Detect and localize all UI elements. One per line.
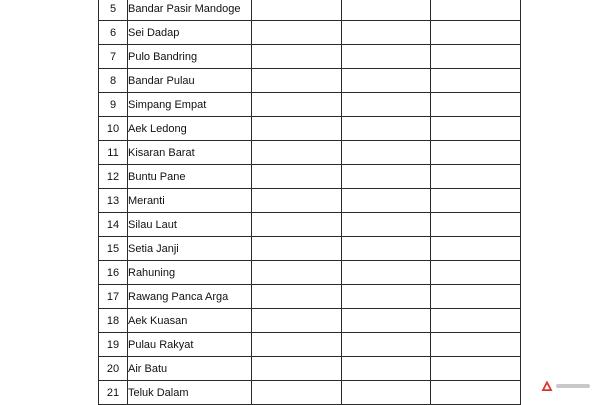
table-row xyxy=(99,69,521,93)
empty-cell xyxy=(431,117,521,141)
district-name-cell: Bandar Pulau xyxy=(128,69,252,93)
district-name-cell: Pulau Rakyat xyxy=(128,333,252,357)
empty-cell xyxy=(252,213,342,237)
district-name-cell: Pulo Bandring xyxy=(128,45,252,69)
empty-cell xyxy=(252,333,342,357)
table-row xyxy=(99,93,521,117)
row-number-cell: 19 xyxy=(99,333,128,357)
empty-cell xyxy=(252,285,342,309)
empty-cell xyxy=(252,45,342,69)
empty-cell xyxy=(431,189,521,213)
empty-cell xyxy=(252,141,342,165)
empty-cell xyxy=(252,165,342,189)
empty-cell xyxy=(342,93,431,117)
empty-cell xyxy=(252,21,342,45)
empty-cell xyxy=(252,117,342,141)
row-number-cell: 20 xyxy=(99,357,128,381)
empty-cell xyxy=(252,93,342,117)
row-number-cell: 5 xyxy=(99,0,128,21)
table-row xyxy=(99,189,521,213)
empty-cell xyxy=(252,189,342,213)
empty-cell xyxy=(252,261,342,285)
empty-cell xyxy=(431,69,521,93)
row-number-cell: 16 xyxy=(99,261,128,285)
empty-cell xyxy=(431,213,521,237)
district-name-cell: Rawang Panca Arga xyxy=(128,285,252,309)
table-row xyxy=(99,381,521,405)
district-name-cell: Buntu Pane xyxy=(128,165,252,189)
table-row xyxy=(99,237,521,261)
empty-cell xyxy=(342,117,431,141)
table-row xyxy=(99,213,521,237)
row-number-cell: 6 xyxy=(99,21,128,45)
district-name-cell: Meranti xyxy=(128,189,252,213)
empty-cell xyxy=(431,141,521,165)
empty-cell xyxy=(252,309,342,333)
empty-cell xyxy=(431,93,521,117)
district-name-cell: Setia Janji xyxy=(128,237,252,261)
table-row xyxy=(99,357,521,381)
district-name-cell: Simpang Empat xyxy=(128,93,252,117)
district-name-cell: Bandar Pasir Mandoge xyxy=(128,0,252,21)
empty-cell xyxy=(342,21,431,45)
table-row xyxy=(99,45,521,69)
table-body xyxy=(99,0,521,405)
district-name-cell: Silau Laut xyxy=(128,213,252,237)
district-table xyxy=(98,0,521,405)
row-number-cell: 11 xyxy=(99,141,128,165)
row-number-cell: 15 xyxy=(99,237,128,261)
district-name-cell: Sei Dadap xyxy=(128,21,252,45)
empty-cell xyxy=(252,381,342,405)
empty-cell xyxy=(431,381,521,405)
empty-cell xyxy=(342,261,431,285)
empty-cell xyxy=(431,21,521,45)
table-row xyxy=(99,141,521,165)
row-number-cell: 14 xyxy=(99,213,128,237)
empty-cell xyxy=(431,357,521,381)
empty-cell xyxy=(342,357,431,381)
row-number-cell: 10 xyxy=(99,117,128,141)
watermark-logo xyxy=(541,380,590,392)
table-row xyxy=(99,165,521,189)
row-number-cell: 13 xyxy=(99,189,128,213)
district-name-cell: Aek Kuasan xyxy=(128,309,252,333)
empty-cell xyxy=(431,237,521,261)
row-number-cell: 9 xyxy=(99,93,128,117)
empty-cell xyxy=(342,237,431,261)
empty-cell xyxy=(342,285,431,309)
table-row xyxy=(99,117,521,141)
empty-cell xyxy=(431,261,521,285)
empty-cell xyxy=(342,189,431,213)
empty-cell xyxy=(342,165,431,189)
empty-cell xyxy=(342,213,431,237)
empty-cell xyxy=(252,0,342,21)
empty-cell xyxy=(342,381,431,405)
row-number-cell: 17 xyxy=(99,285,128,309)
app-logo-icon xyxy=(541,380,553,392)
table-row xyxy=(99,21,521,45)
empty-cell xyxy=(252,357,342,381)
table-row xyxy=(99,285,521,309)
empty-cell xyxy=(431,333,521,357)
empty-cell xyxy=(431,165,521,189)
empty-cell xyxy=(431,45,521,69)
table-row xyxy=(99,333,521,357)
row-number-cell: 18 xyxy=(99,309,128,333)
empty-cell xyxy=(342,309,431,333)
empty-cell xyxy=(252,237,342,261)
district-name-cell: Rahuning xyxy=(128,261,252,285)
empty-cell xyxy=(342,69,431,93)
row-number-cell: 8 xyxy=(99,69,128,93)
table-row xyxy=(99,261,521,285)
empty-cell xyxy=(431,0,521,21)
row-number-cell: 21 xyxy=(99,381,128,405)
empty-cell xyxy=(431,285,521,309)
empty-cell xyxy=(431,309,521,333)
empty-cell xyxy=(342,45,431,69)
table-row xyxy=(99,309,521,333)
empty-cell xyxy=(252,69,342,93)
empty-cell xyxy=(342,0,431,21)
row-number-cell: 12 xyxy=(99,165,128,189)
district-name-cell: Air Batu xyxy=(128,357,252,381)
district-name-cell: Teluk Dalam xyxy=(128,381,252,405)
empty-cell xyxy=(342,333,431,357)
logo-wordmark xyxy=(556,384,590,388)
district-name-cell: Kisaran Barat xyxy=(128,141,252,165)
row-number-cell: 7 xyxy=(99,45,128,69)
district-name-cell: Aek Ledong xyxy=(128,117,252,141)
empty-cell xyxy=(342,141,431,165)
table-row xyxy=(99,0,521,21)
